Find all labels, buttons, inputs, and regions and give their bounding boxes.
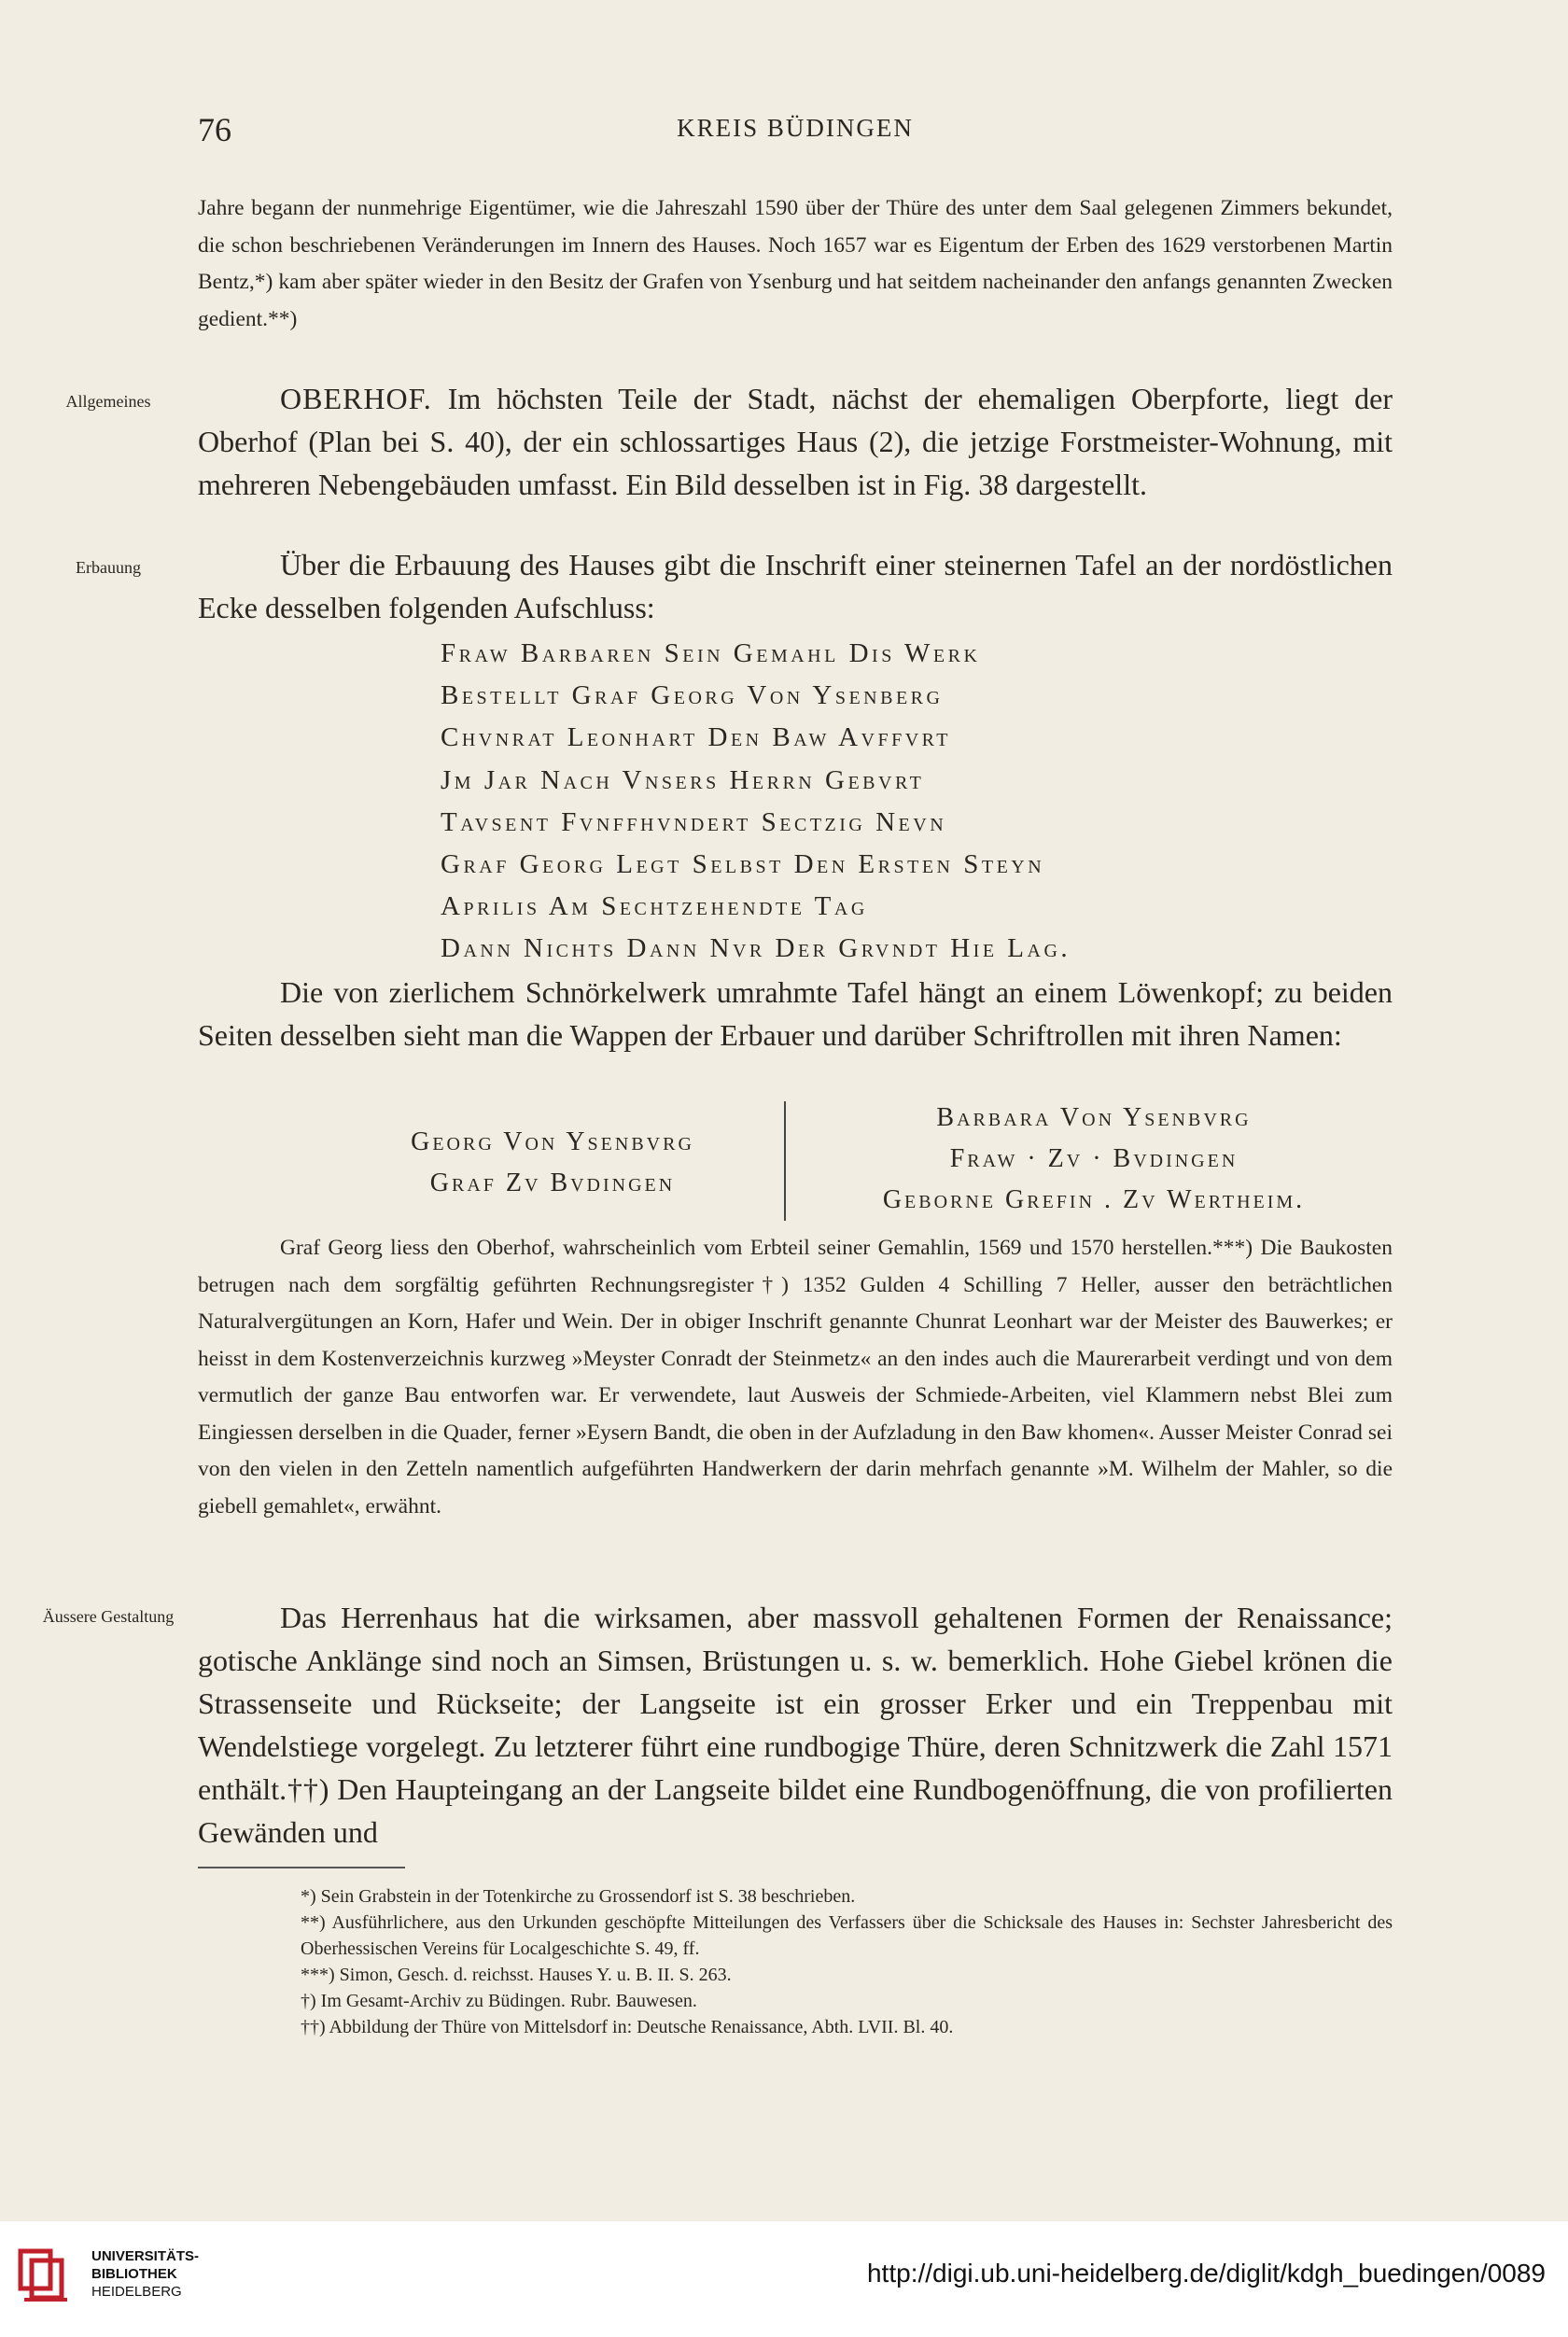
page-header	[198, 110, 1393, 147]
oberhof-heading: OBERHOF.	[280, 382, 432, 415]
graf-paragraph: Graf Georg liess den Oberhof, wahrscheinlich vom Erbteil seiner Gemahlin, 1569 und 1570 herstellen.***) Die Baukosten betrugen nach dem sorgfältig geführten Rechnungsregister†) 1352 Gulden 4 Schilling 7 Heller, ausser den beträchtlichen Naturalvergütungen an Korn, Hafer und Wein. Der in obiger Inschrift genannte Chunrat Leonhart war der Meister des Bauwerkes; er heisst in dem Kostenverzeichnis kurzweg »Meyster Conradt der Steinmetz« an den indes auch die Maurerarbeit verdingt und von dem vermutlich der ganze Bau entworfen war. Er verwendete, laut Ausweis der Schmiede-Arbeiten, viel Klammern nebst Blei zum Eingiessen derselben in die Quader, ferner »Eysern Bandt, die oben in der Aufzladung in den Baw khomen«. Ausser Meister Conrad sei von den vielen in den Zetteln namentlich aufgeführten Handwerkern der darin mehrfach genannte »M. Wilhelm der Mahler, so die giebell gemahlet«, erwähnt.	[198, 1236, 1393, 1518]
erbauung-paragraph: Über die Erbauung des Hauses gibt die Inschrift einer steinernen Tafel an der nordöstlichen Ecke desselben folgenden Aufschluss:	[198, 548, 1393, 624]
inscription-line: Dann Nichts Dann Nvr Der Grvndt Hie Lag.	[441, 933, 1071, 964]
tafel-paragraph: Die von zierlichem Schnörkelwerk umrahmte Tafel hängt an einem Löwenkopf; zu beiden Seiten desselben sieht man die Wappen der Erbauer und darüber Schriftrollen mit ihren Namen:	[198, 975, 1393, 1052]
margin-note-aeussere: Äussere Gestaltung	[42, 1607, 175, 1626]
arms-right: Barbara Von Ysenbvrg Fraw · Zv · Bvdingen Geborne Grefin . Zv Wertheim.	[882, 1103, 1306, 1214]
margin-note-erbauung: Erbauung	[76, 558, 141, 577]
continuation-paragraph: Jahre begann der nunmehrige Eigentümer, wie die Jahreszahl 1590 über der Thüre des unter dem Saal gelegenen Zimmers bekundet, die schon beschriebenen Veränderungen im Innern des Hauses. Noch 1657 war es Eigentum der Erben des 1629 verstorbenen Martin Bentz,*) kam aber später wieder in den Besitz der Grafen von Ysenburg und hat seitdem nacheinander den anfangs genannten Zwecken gedient.**)	[198, 196, 1393, 331]
arms-divider	[784, 1101, 786, 1221]
inscription-line: Chvnrat Leonhart Den Baw Avffvrt	[441, 722, 952, 753]
ub-heidelberg-logo-icon[interactable]	[17, 2246, 73, 2305]
margin-note-allgemeines: Allgemeines	[65, 392, 151, 411]
footnote: **) Ausführlichere, aus den Urkunden geschöpfte Mitteilungen des Verfassers über die Schicksale des Hauses in: Sechster Jahresbericht des Oberhessischen Vereins für Localgeschichte S. 49, ff.	[301, 1912, 1393, 1959]
source-url-link[interactable]: http://digi.ub.uni-heidelberg.de/diglit/kdgh_buedingen/0089	[866, 2259, 1546, 2288]
inscription-line: Graf Georg Legt Selbst Den Ersten Steyn	[441, 849, 1045, 880]
coat-of-arms-names	[198, 1098, 1393, 1228]
inscription	[441, 633, 1281, 971]
inscription-line: Aprilis Am Sechtzehendte Tag	[441, 891, 868, 922]
inscription-line: Jm Jar Nach Vnsers Herrn Gebvrt	[441, 764, 925, 795]
oberhof-text: Im höchsten Teile der Stadt, nächst der ehemaligen Oberpforte, liegt der Oberhof (Plan bei S. 40), der ein schlossartiges Haus (2), die jetzige Forstmeister-Wohnung, mit mehreren Nebengebäuden umfasst. Ein Bild desselben ist in Fig. 38 dargestellt.	[198, 382, 1393, 501]
footnote: ††) Abbildung der Thüre von Mittelsdorf in: Deutsche Renaissance, Abth. LVII. Bl. 40.	[301, 2017, 954, 2037]
footnotes	[198, 1883, 1393, 2040]
page-number: 76	[198, 111, 231, 148]
library-name: UNIVERSITÄTS- BIBLIOTHEK HEIDELBERG	[91, 2248, 200, 2300]
footnote: *) Sein Grabstein in der Totenkirche zu Grossendorf ist S. 38 beschrieben.	[301, 1886, 856, 1907]
arms-left: Georg Von Ysenbvrg Graf Zv Bvdingen	[411, 1127, 694, 1197]
running-title: KREIS BÜDINGEN	[677, 114, 914, 142]
footnote-rule	[198, 1867, 405, 1868]
footnote: †) Im Gesamt-Archiv zu Büdingen. Rubr. Bauwesen.	[301, 1991, 697, 2011]
digitization-footer	[0, 2221, 1568, 2337]
inscription-line: Fraw Barbaren Sein Gemahl Dis Werk	[441, 638, 981, 668]
footnote: ***) Simon, Gesch. d. reichsst. Hauses Y. u. B. II. S. 263.	[301, 1965, 732, 1985]
inscription-line: Tavsent Fvnffhvndert Sectzig Nevn	[441, 806, 947, 837]
herrenhaus-paragraph: Das Herrenhaus hat die wirksamen, aber massvoll gehaltenen Formen der Renaissance; gotische Anklänge sind noch an Simsen, Brüstungen u. s. w. bemerklich. Hohe Giebel krönen die Strassenseite und Rückseite; der Langseite ist ein grosser Erker und ein Treppenbau mit Wendelstiege vorgelegt. Zu letzterer führt eine rundbogige Thüre, deren Schnitzwerk die Zahl 1571 enthält.††) Den Haupteingang an der Langseite bildet eine Rundbogenöffnung, die von profilierten Gewänden und	[198, 1601, 1393, 1849]
oberhof-paragraph	[198, 377, 1393, 506]
inscription-line: Bestellt Graf Georg Von Ysenberg	[441, 680, 944, 711]
